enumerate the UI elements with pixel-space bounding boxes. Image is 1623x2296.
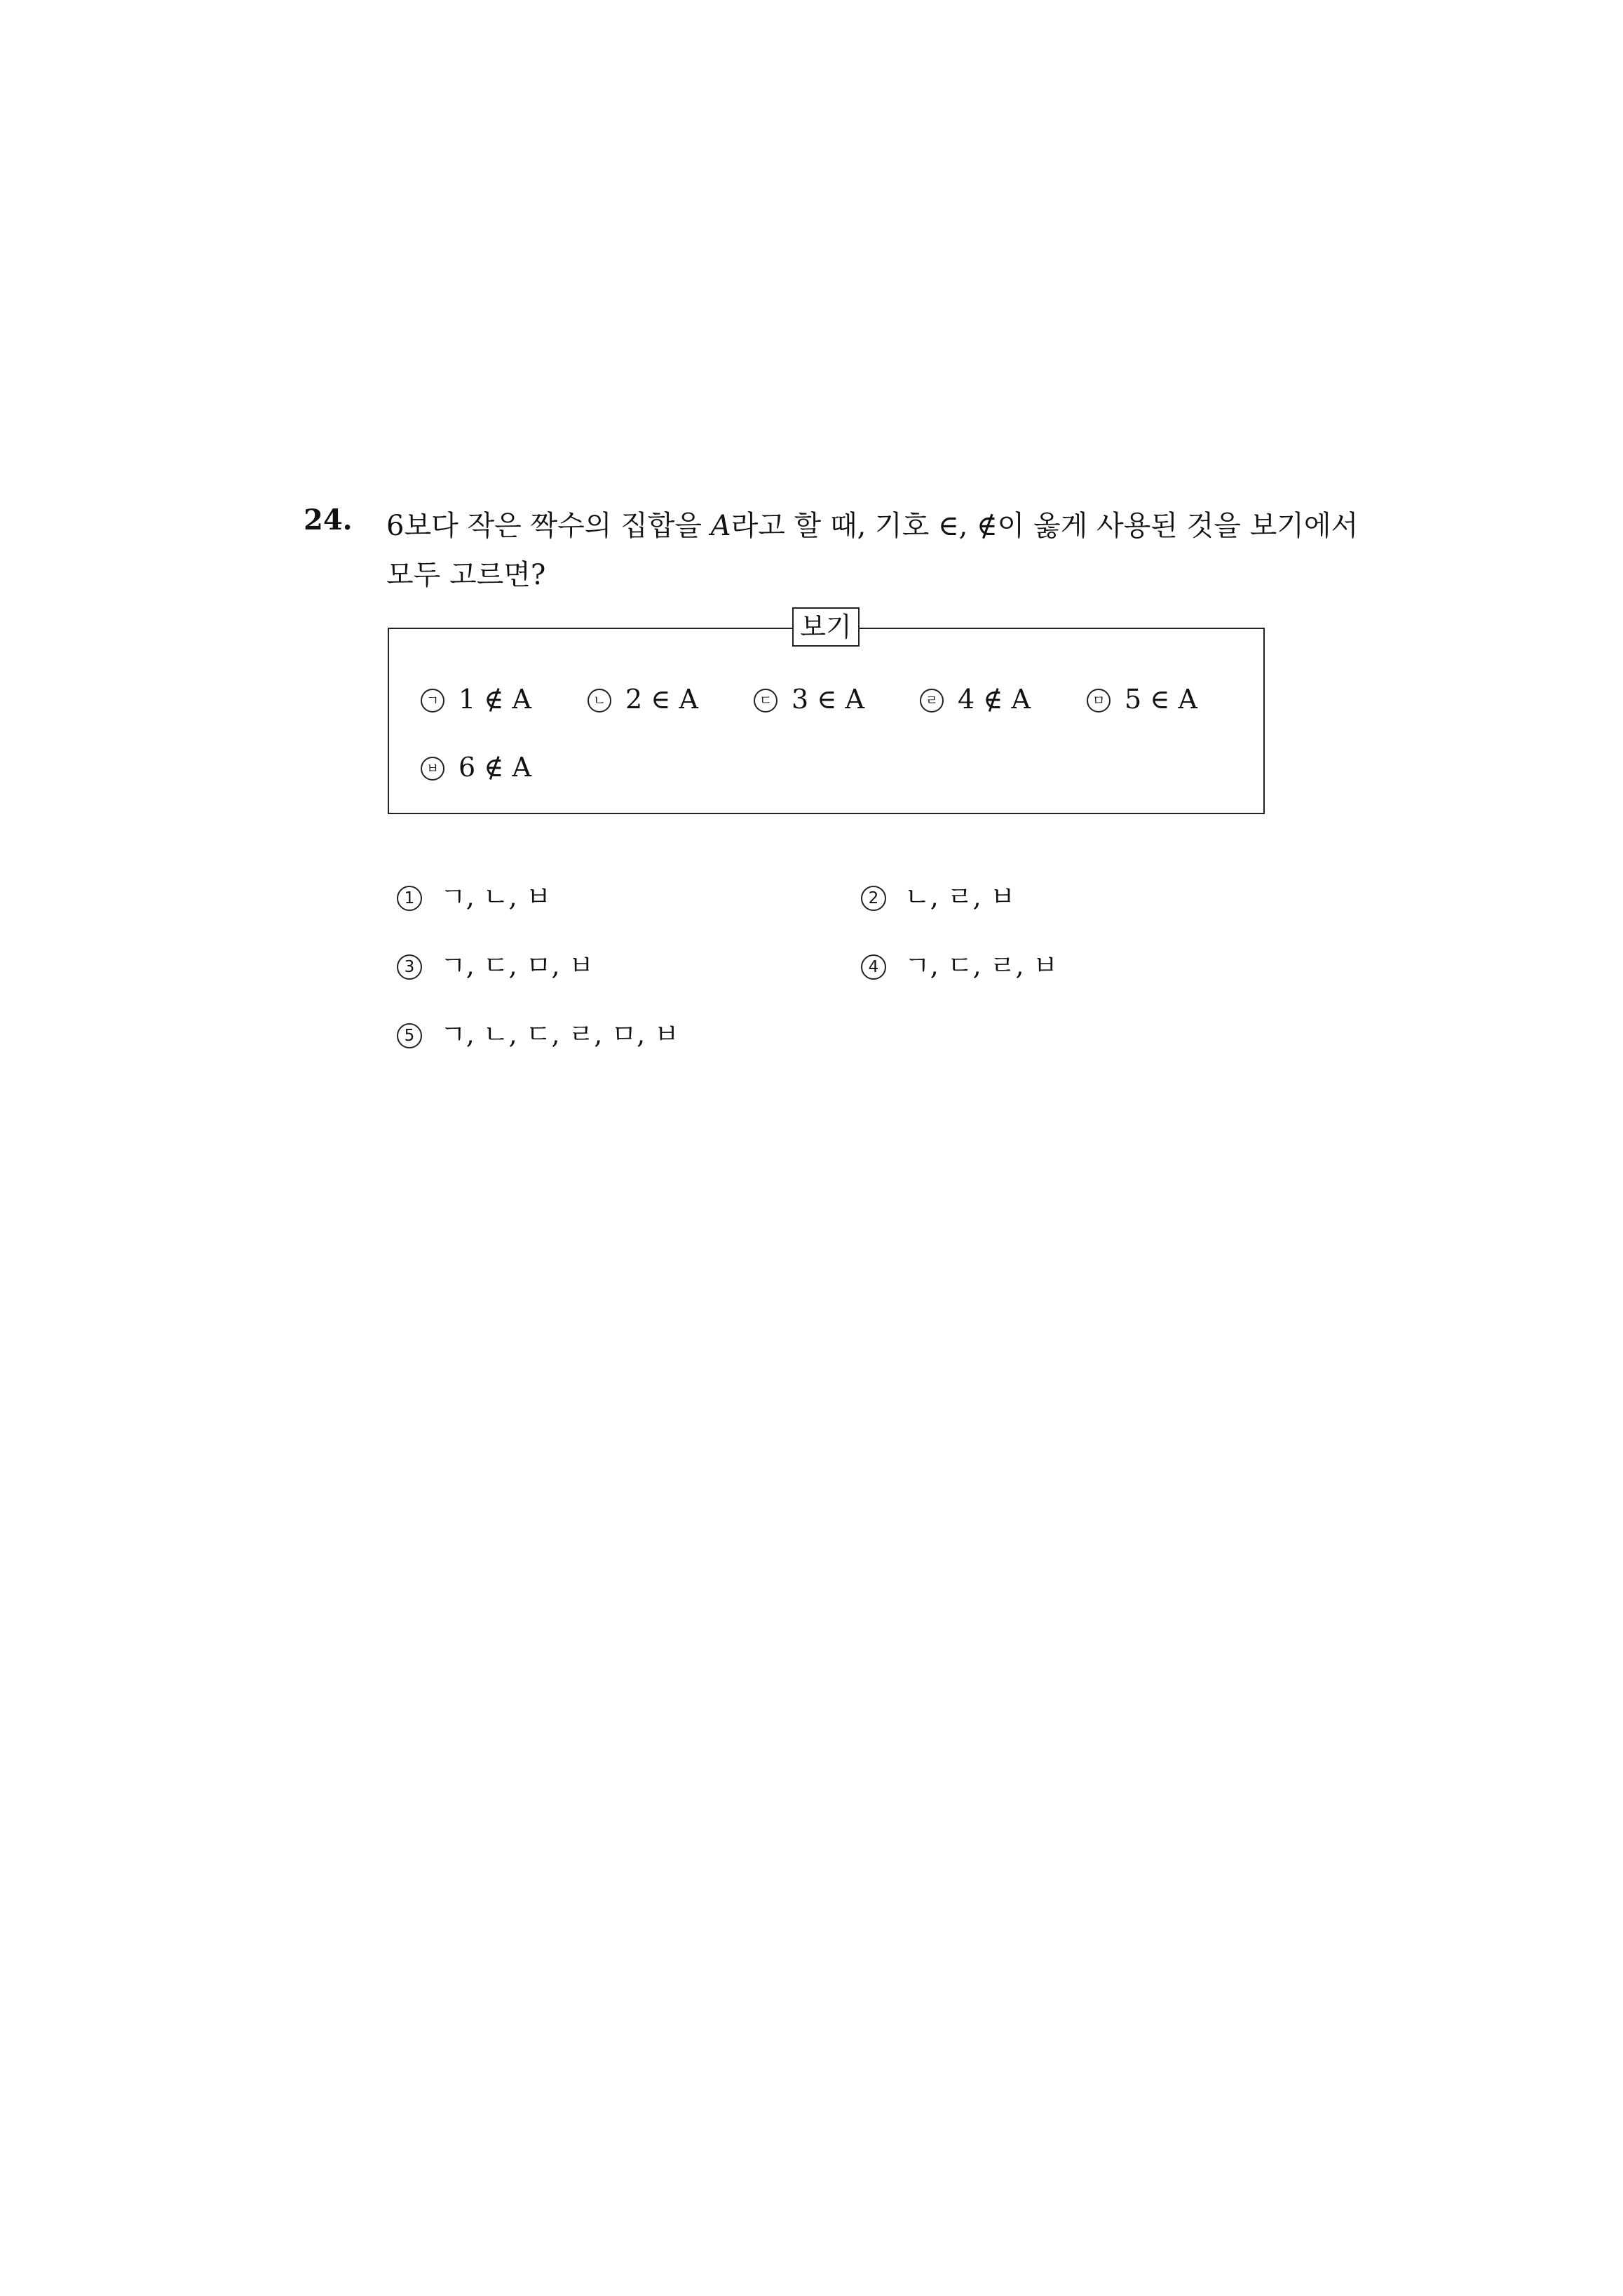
choice-number: 4 (861, 954, 886, 980)
answer-choice[interactable] (397, 875, 551, 914)
choice-text: ㄱ, ㄴ, ㅂ (440, 882, 552, 912)
answer-choice[interactable] (397, 944, 594, 982)
circled-mark: ㄱ (421, 689, 444, 713)
question-text-line-1 (386, 504, 1358, 543)
bogi-item (588, 684, 698, 715)
bogi-item (421, 752, 531, 783)
choice-text: ㄱ, ㄷ, ㄹ, ㅂ (904, 950, 1059, 981)
bogi-item (754, 684, 864, 715)
bogi-item-text: 6 ∉ A (459, 752, 531, 783)
choice-number: 2 (861, 886, 886, 911)
question-text-part: 라고 할 때, 기호 ∈, ∉이 옳게 사용된 것을 보기에서 (731, 510, 1359, 542)
circled-mark: ㅁ (1087, 689, 1111, 713)
bogi-item-text: 4 ∉ A (958, 684, 1031, 715)
bogi-item (920, 684, 1031, 715)
circled-mark: ㄹ (920, 689, 944, 713)
bogi-item-text: 2 ∈ A (625, 684, 698, 715)
bogi-box (388, 628, 1265, 814)
choice-text: ㄱ, ㄷ, ㅁ, ㅂ (440, 950, 595, 981)
answer-choice[interactable] (861, 944, 1058, 982)
question-text-part: 6보다 작은 짝수의 집합을 (386, 510, 711, 542)
circled-mark: ㄷ (754, 689, 777, 713)
bogi-item-text: 3 ∈ A (792, 684, 864, 715)
answer-choice[interactable] (861, 875, 1015, 914)
choice-text: ㄱ, ㄴ, ㄷ, ㄹ, ㅁ, ㅂ (440, 1019, 680, 1050)
set-variable: A (710, 510, 731, 542)
question-number: 24. (304, 504, 353, 536)
circled-mark: ㄴ (588, 689, 611, 713)
answer-choice[interactable] (397, 1013, 679, 1051)
choice-text: ㄴ, ㄹ, ㅂ (904, 882, 1016, 912)
choice-number: 5 (397, 1023, 422, 1048)
bogi-item-text: 5 ∈ A (1125, 684, 1197, 715)
choice-number: 3 (397, 954, 422, 980)
circled-mark: ㅂ (421, 757, 444, 781)
bogi-item (1087, 684, 1197, 715)
question-text-line-2: 모두 고르면? (386, 559, 546, 591)
bogi-label: 보기 (792, 607, 860, 647)
choice-number: 1 (397, 886, 422, 911)
bogi-item-text: 1 ∉ A (459, 684, 531, 715)
bogi-item (421, 684, 531, 715)
